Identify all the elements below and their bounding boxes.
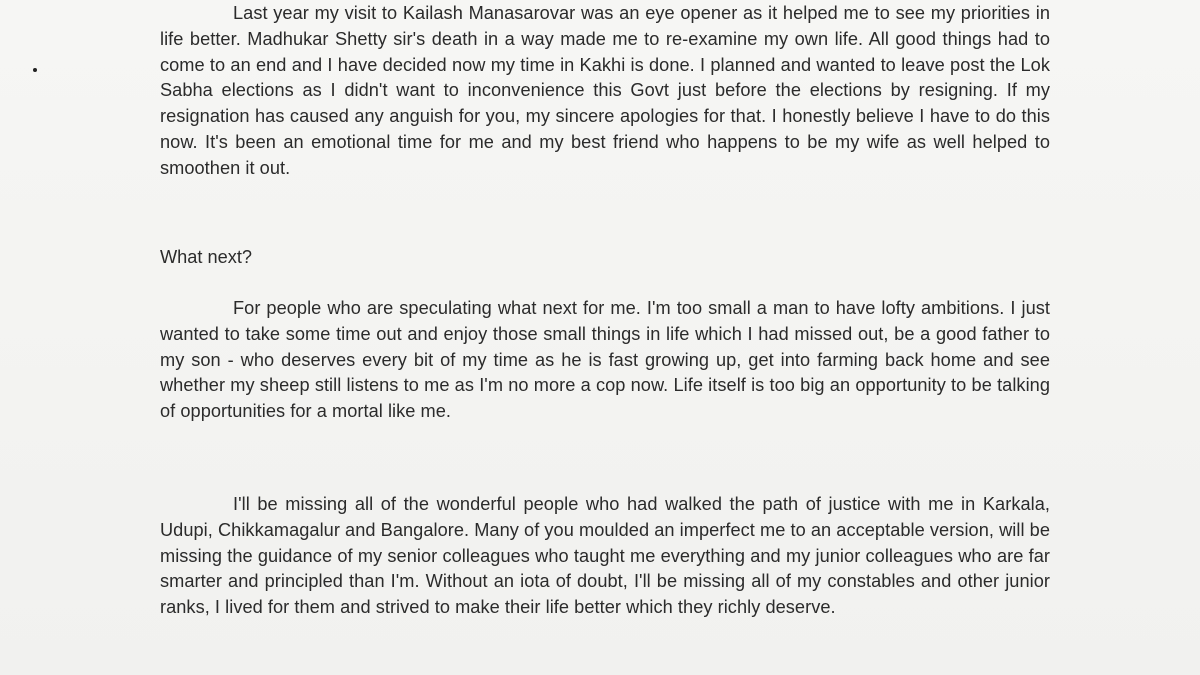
paragraph-missing-people: I'll be missing all of the wonderful people who had walked the path of justice with me in Karkala, Udupi, Chikkamagalur and Bangalore. Many of you moulded an imperfect me to an acceptable version, will be missing the guidance of my senior colleagues who taught me everything and my junior colleagues who are far smarter and principled than I'm. Without an iota of doubt, I'll be missing all of my constables and other junior ranks, I lived for them and strived to make their life better which they richly deserve.: [160, 494, 1050, 618]
margin-dot: [33, 68, 37, 72]
section-heading-what-next: What next?: [160, 247, 252, 267]
paragraph-kailash: Last year my visit to Kailash Manasarovar was an eye opener as it helped me to see my priorities in life better. Madhukar Shetty sir's death in a way made me to re-examine my own life. All good things had to come to an end and I have decided now my time in Kakhi is done. I planned and wanted to leave post the Lok Sabha elections as I didn't want to inconvenience this Govt just before the elections by resigning. If my resignation has caused any anguish for you, my sincere apologies for that. I honestly believe I have to do this now. It's been an emotional time for me and my best friend who happens to be my wife as well helped to smoothen it out.: [160, 3, 1050, 178]
paragraph-what-next: For people who are speculating what next for me. I'm too small a man to have lofty ambitions. I just wanted to take some time out and enjoy those small things in life which I had missed out, be a good father to my son - who deserves every bit of my time as he is fast growing up, get into farming back home and see whether my sheep still listens to me as I'm no more a cop now. Life itself is too big an opportunity to be talking of opportunities for a mortal like me.: [160, 298, 1050, 422]
